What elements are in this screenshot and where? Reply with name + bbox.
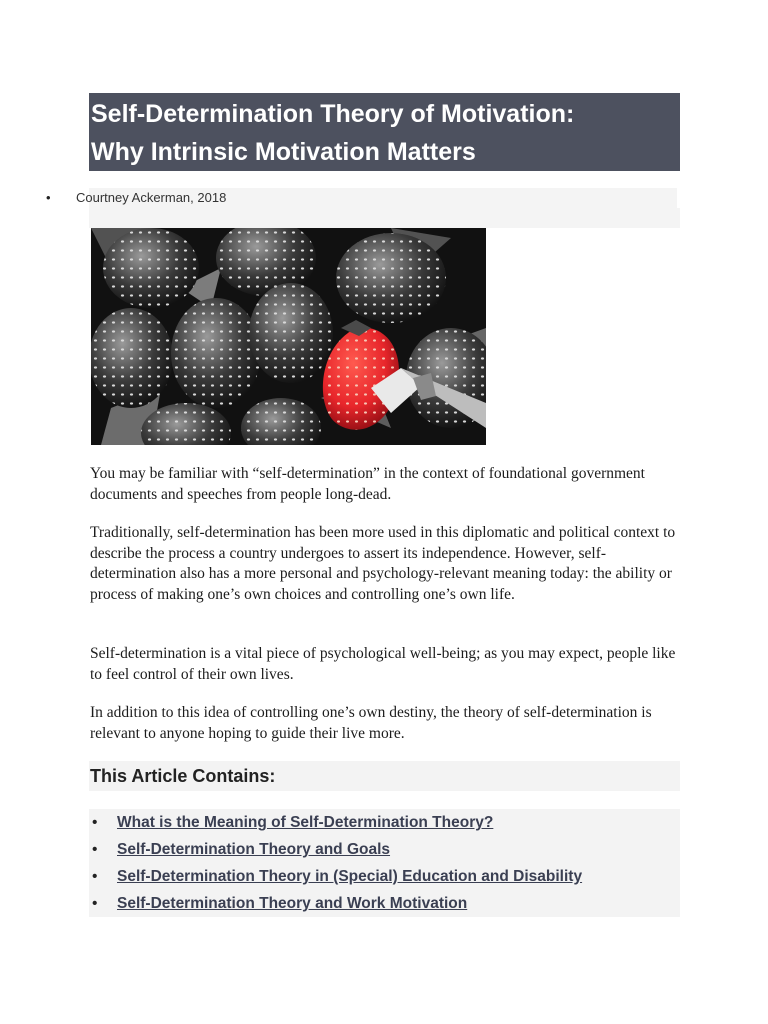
article-title bbox=[89, 93, 680, 171]
toc-bullet: • bbox=[92, 841, 98, 858]
title-line-1: Self-Determination Theory of Motivation: bbox=[91, 100, 575, 128]
toc-item bbox=[89, 836, 680, 863]
paragraph-4: In addition to this idea of controlling one’s own destiny, the theory of self-determination is relevant to anyone hoping to guide their live more. bbox=[90, 704, 652, 742]
contents-heading: This Article Contains: bbox=[89, 761, 680, 791]
paragraph-1: You may be familiar with “self-determination” in the context of foundational government documents and speeches from people long-dead. bbox=[90, 465, 645, 503]
author-byline: Courtney Ackerman, 2018 bbox=[76, 190, 227, 205]
strawberries-illustration bbox=[91, 228, 486, 445]
strawberries-photo bbox=[91, 228, 486, 445]
toc-item bbox=[89, 890, 680, 917]
table-of-contents bbox=[89, 809, 680, 917]
toc-bullet: • bbox=[92, 895, 98, 912]
toc-bullet: • bbox=[92, 814, 98, 831]
toc-link-goals[interactable]: Self-Determination Theory and Goals bbox=[117, 841, 391, 858]
toc-link-work-motivation[interactable]: Self-Determination Theory and Work Motivation bbox=[117, 895, 468, 912]
toc-item bbox=[89, 863, 680, 890]
author-row bbox=[40, 188, 680, 228]
toc-item bbox=[89, 809, 680, 836]
toc-link-education[interactable]: Self-Determination Theory in (Special) Education and Disability bbox=[117, 868, 583, 885]
paragraph-2: Traditionally, self-determination has been more used in this diplomatic and political context to describe the process a country undergoes to assert its independence. However, self-determination also has a more personal and psychology-relevant meaning today: the ability or process of making one’s own choices and controlling one’s own life. bbox=[90, 524, 676, 603]
author-bullet: • bbox=[46, 190, 51, 205]
author-background-lower bbox=[89, 208, 680, 228]
paragraph-3: Self-determination is a vital piece of psychological well-being; as you may expect, people like to feel control of their own lives. bbox=[90, 645, 676, 683]
toc-bullet: • bbox=[92, 868, 98, 885]
title-line-2: Why Intrinsic Motivation Matters bbox=[91, 138, 476, 166]
toc-link-meaning[interactable]: What is the Meaning of Self-Determination Theory? bbox=[117, 814, 494, 831]
